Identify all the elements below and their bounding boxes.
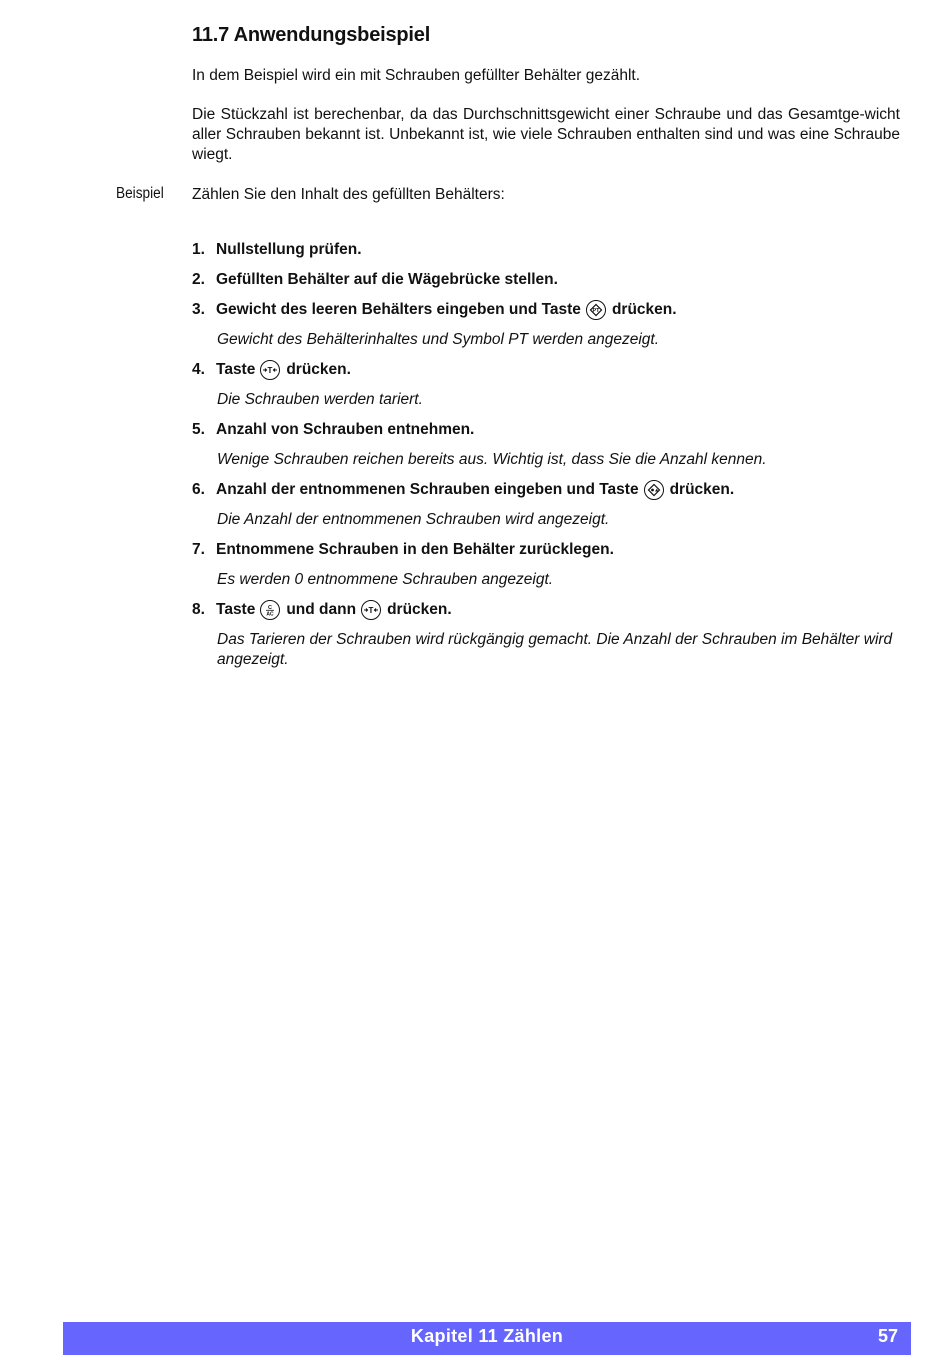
step-text: Anzahl der entnommenen Schrauben eingeben und Taste [216,481,639,498]
step-text: Anzahl von Schrauben entnehmen. [216,421,475,438]
step-text: drücken. [611,301,677,318]
step-3 [192,295,904,355]
step-text: Taste [216,601,256,618]
svg-text:PT: PT [592,308,600,315]
step-number: 2. [192,271,205,288]
step-result: Es werden 0 entnommene Schrauben angezeigt. [217,571,554,588]
step-number: 3. [192,301,205,318]
piece-count-key-icon [644,480,664,500]
step-text: drücken. [669,481,735,498]
page-number: 57 [877,1326,898,1346]
step-text: und dann [286,601,357,618]
step-text: Nullstellung prüfen. [216,241,362,258]
chapter-title: Kapitel 11 Zählen [410,1326,564,1346]
step-text: Gewicht des leeren Behälters eingeben und Taste [216,301,581,318]
step-number: 4. [192,361,205,378]
step-text: drücken. [387,601,452,618]
step-1 [192,235,904,265]
step-result: Wenige Schrauben reichen bereits aus. Wichtig ist, dass Sie die Anzahl kennen. [217,451,767,468]
step-text: Taste [216,361,256,378]
step-number: 7. [192,541,205,558]
intro-paragraph: In dem Beispiel wird ein mit Schrauben gefüllter Behälter gezählt. [192,67,641,84]
step-text: drücken. [286,361,351,378]
step-result: Das Tarieren der Schrauben wird rückgängig gemacht. Die Anzahl der Schrauben im Behälter wird angezeigt. [217,631,893,668]
tare-key-icon [361,600,381,620]
step-text: Entnommene Schrauben in den Behälter zurücklegen. [216,541,614,558]
step-4 [192,355,904,415]
svg-text:T: T [368,606,374,615]
step-number: 6. [192,481,205,498]
pt-key-icon [586,300,606,320]
svg-text:C: C [268,605,273,611]
step-number: 1. [192,241,205,258]
svg-text:T: T [267,366,273,375]
step-5 [192,415,904,475]
margin-label: Beispiel [116,185,164,202]
step-6 [192,475,904,535]
example-intro: Zählen Sie den Inhalt des gefüllten Behälters: [192,186,505,203]
step-list [192,235,904,675]
step-2 [192,265,904,295]
svg-text:AC: AC [266,611,274,617]
tare-key-icon [260,360,280,380]
step-number: 5. [192,421,205,438]
page-footer [63,1322,911,1355]
section-heading: 11.7 Anwendungsbeispiel [192,24,431,46]
step-result: Die Schrauben werden tariert. [217,391,423,408]
step-result: Gewicht des Behälterinhaltes und Symbol PT werden angezeigt. [217,331,659,348]
step-result: Die Anzahl der entnommenen Schrauben wird angezeigt. [217,511,610,528]
step-number: 8. [192,601,205,618]
step-8 [192,595,904,675]
clear-key-icon [260,600,280,620]
description-paragraph: Die Stückzahl ist berechenbar, da das Durchschnittsgewicht einer Schraube und das Gesamtge-wicht aller Schrauben bekannt ist. Unbekannt ist, wie viele Schrauben enthalten sind und was eine Schraube wiegt. [192,106,900,163]
step-text: Gefüllten Behälter auf die Wägebrücke stellen. [216,271,558,288]
step-7 [192,535,904,595]
